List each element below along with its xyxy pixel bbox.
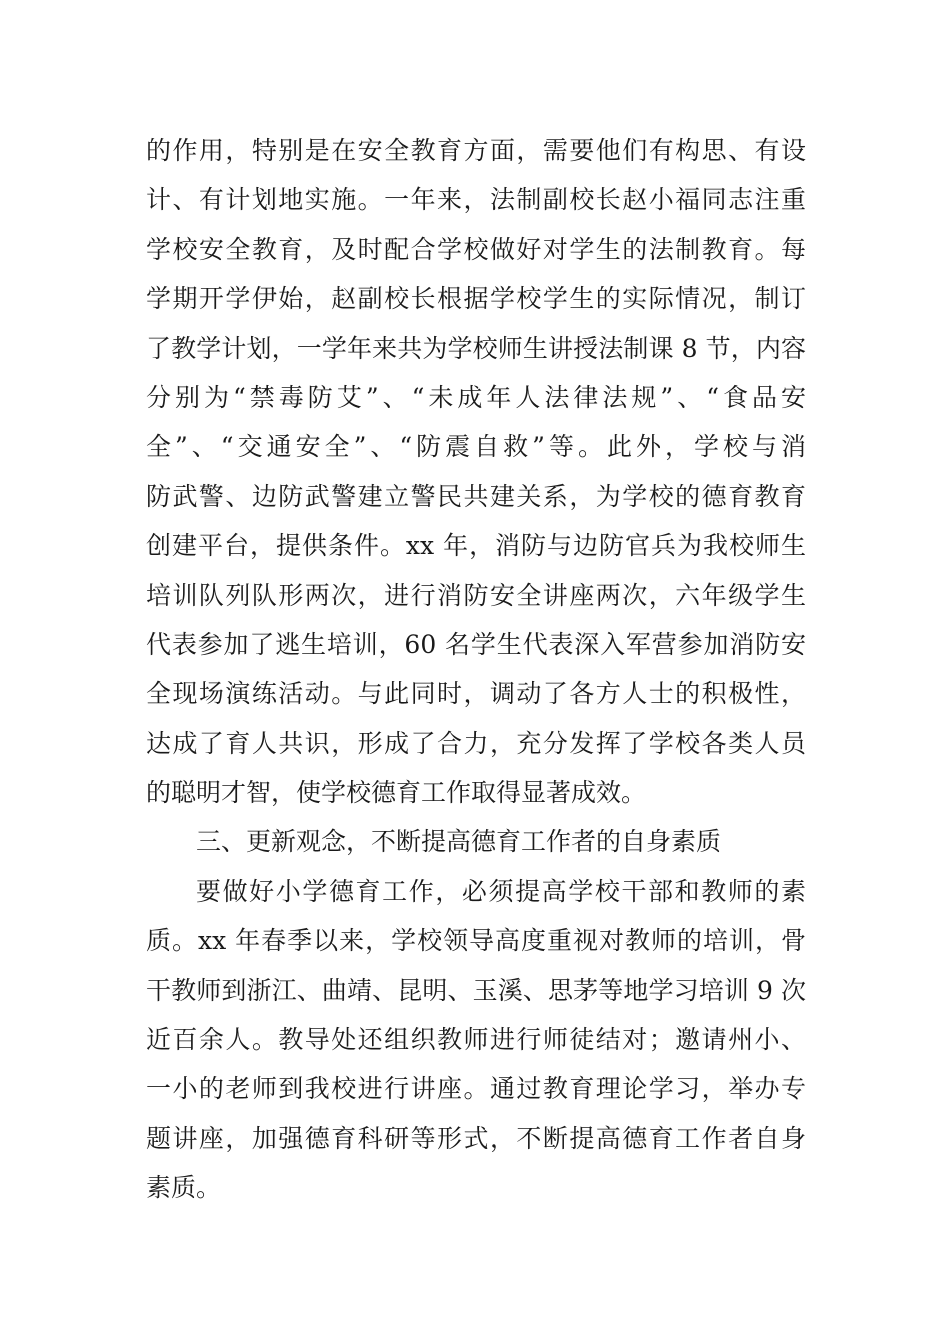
text-line: 的作用，特别是在安全教育方面，需要他们有构思、有设 [146, 136, 806, 165]
section-heading: 三、更新观念，不断提高德育工作者的自身素质 [196, 827, 722, 857]
text-line: 要做好小学德育工作，必须提高学校干部和教师的素 [196, 876, 806, 906]
text-line: 质。xx 年春季以来，学校领导高度重视对教师的培训，骨 [146, 926, 806, 956]
text-line: 全现场演练活动。与此同时，调动了各方人士的积极性， [146, 679, 806, 709]
text-line: 近百余人。教导处还组织教师进行师徒结对；邀请州小、 [146, 1025, 806, 1055]
text-line: 的聪明才智，使学校德育工作取得显著成效。 [146, 778, 647, 808]
document-body [146, 126, 806, 1213]
text-line: 防武警、边防武警建立警民共建关系，为学校的德育教育 [146, 481, 806, 511]
text-line: 一小的老师到我校进行讲座。通过教育理论学习，举办专 [146, 1074, 806, 1104]
text-line: 计、有计划地实施。一年来，法制副校长赵小福同志注重 [146, 185, 806, 215]
text-line: 干教师到浙江、曲靖、昆明、玉溪、思茅等地学习培训 9 次 [146, 975, 806, 1005]
text-line: 培训队列队形两次，进行消防安全讲座两次，六年级学生 [146, 580, 806, 610]
text-line: 学期开学伊始，赵副校长根据学校学生的实际情况，制订 [146, 284, 806, 314]
text-line: 学校安全教育，及时配合学校做好对学生的法制教育。每 [146, 234, 806, 264]
text-line: 创建平台，提供条件。xx 年，消防与边防官兵为我校师生 [146, 531, 806, 561]
text-line: 分别为“禁毒防艾”、“未成年人法律法规”、“食品安 [146, 382, 806, 412]
text-line: 代表参加了逃生培训，60 名学生代表深入军营参加消防安 [146, 629, 806, 659]
text-line: 了教学计划，一学年来共为学校师生讲授法制课 8 节，内容 [146, 333, 806, 363]
text-line: 题讲座，加强德育科研等形式，不断提高德育工作者自身 [146, 1123, 806, 1153]
text-line: 达成了育人共识，形成了合力，充分发挥了学校各类人员 [146, 728, 806, 758]
text-line: 全”、“交通安全”、“防震自救”等。此外，学校与消 [146, 432, 806, 462]
text-line: 素质。 [146, 1173, 222, 1203]
